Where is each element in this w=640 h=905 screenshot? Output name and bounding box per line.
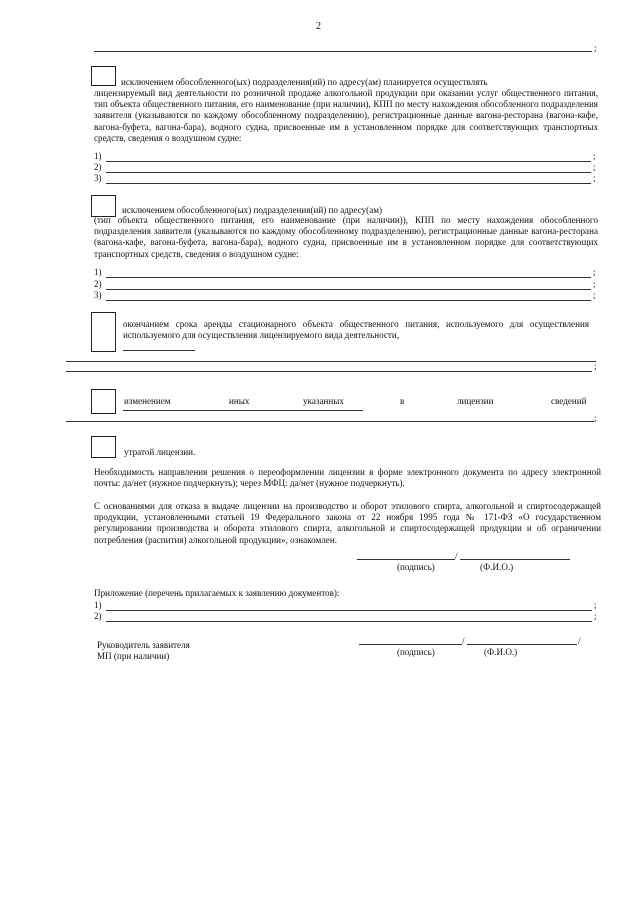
section1-text-rest: лицензируемый вид деятельности по розничной продаже алкогольной продукции при оказании услуг общественного питания, тип объекта общественного питания, его наименование (при наличии), КПП по месту нахождения обособленного подразделения заявителя (указываются по каждому обособленному подразделению), регистрационные данные вагона-ресторана (вагона-кафе, вагона-буфета, вагона-бара), водного судна, присвоенные им в установленном порядке для соответствующих транспортных средств, сведения о воздушном судне: — [94, 88, 598, 143]
attachment-item-1-line[interactable] — [106, 610, 592, 611]
section1-item-1-line[interactable] — [106, 161, 591, 162]
top-fill-line — [94, 51, 592, 52]
section3-checkbox[interactable] — [91, 312, 116, 352]
attachment-title: Приложение (перечень прилагаемых к заявлению документов): — [94, 588, 340, 598]
signature1-slash: / — [455, 551, 458, 561]
section3-fill-line-2[interactable] — [66, 371, 592, 372]
section2-checkbox[interactable] — [91, 195, 116, 217]
semicolon: ; — [593, 290, 596, 300]
page-number: 2 — [316, 21, 321, 32]
section3-short-line[interactable] — [123, 350, 195, 351]
section2-item-2-label: 2) — [94, 279, 102, 289]
head-sign-label: (подпись) — [397, 647, 435, 657]
signature1-name-line[interactable] — [460, 559, 570, 560]
section1-item-2-line[interactable] — [106, 172, 591, 173]
section3-text: окончанием срока аренды стационарного объекта общественного питания, используемого для осуществления используемого для осуществления лицензируемого вида деятельности, — [123, 319, 589, 341]
section1-text-first: исключением обособленного(ых) подразделения(ий) по адресу(ам) планируется осуществлять — [121, 77, 488, 87]
section5-text: утратой лицензии. — [124, 447, 196, 457]
semicolon: ; — [594, 611, 597, 621]
semicolon: ; — [593, 267, 596, 277]
electronic-notice: Необходимость направления решения о переоформлении лицензии в форме электронного документа по адресу электронной почты: да/нет (нужное подчеркнуть); через МФЦ: да/нет (нужное подчеркнуть). — [94, 467, 601, 489]
section4-word-6: сведений — [551, 396, 587, 406]
section4-word-3: указанных — [303, 396, 344, 406]
head-name-label: (Ф.И.О.) — [484, 647, 518, 657]
head-stamp: МП (при наличии) — [97, 651, 170, 661]
semicolon: ; — [593, 173, 596, 183]
signature1-name-label: (Ф.И.О.) — [480, 562, 514, 572]
section2-item-3-label: 3) — [94, 290, 102, 300]
refusal-notice: С основаниями для отказа в выдаче лицензии на производство и оборот этилового спирта, алкогольной и спиртосодержащей продукции, установленными статьей 19 Федерального закона от 22 ноября 1995 года № 171-ФЗ «О государственном регулировании производства и оборота этилового спирта, алкогольной и спиртосодержащей продукции и об ограничении потребления (распития) алкогольной продукции», ознакомлен. — [94, 501, 601, 545]
section2-item-1-label: 1) — [94, 267, 102, 277]
attachment-item-2-line[interactable] — [106, 621, 592, 622]
signature1-sign-label: (подпись) — [397, 562, 435, 572]
section4-word-1: изменением — [124, 396, 171, 406]
semicolon: ; — [593, 162, 596, 172]
section2-item-3-line[interactable] — [106, 300, 591, 301]
section4-fill-line-1[interactable] — [123, 410, 363, 411]
head-sign-line[interactable] — [359, 644, 462, 645]
top-line-semicolon: ; — [594, 43, 597, 53]
attachment-item-1-label: 1) — [94, 600, 102, 610]
section1-item-3-line[interactable] — [106, 183, 591, 184]
section4-word-5: лицензии — [457, 396, 494, 406]
section4-fill-line-2[interactable] — [66, 421, 594, 422]
section2-item-2-line[interactable] — [106, 289, 591, 290]
semicolon: ; — [594, 600, 597, 610]
section1-item-2-label: 2) — [94, 162, 102, 172]
section1-item-3-label: 3) — [94, 173, 102, 183]
section1-item-1-label: 1) — [94, 151, 102, 161]
head-slash-1: / — [462, 636, 465, 646]
head-slash-2: / — [578, 636, 581, 646]
section5-checkbox[interactable] — [91, 436, 116, 458]
attachment-item-2-label: 2) — [94, 611, 102, 621]
signature1-sign-line[interactable] — [357, 559, 455, 560]
section2-item-1-line[interactable] — [106, 277, 591, 278]
section1-checkbox[interactable] — [91, 66, 116, 86]
semicolon: ; — [593, 151, 596, 161]
section3-fill-line-1[interactable] — [66, 361, 596, 362]
semicolon: ; — [594, 361, 597, 371]
section4-word-4: в — [400, 396, 405, 406]
head-title: Руководитель заявителя — [97, 640, 190, 650]
section4-word-2: иных — [229, 396, 250, 406]
section2-text-rest: (тип объекта общественного питания, его наименование (при наличии)), КПП по месту нахождения обособленного подразделения заявителя (указываются по каждому обособленному подразделению), регистрационные данные вагона-ресторана (вагона-кафе, вагона-буфета, вагона-бара), водного судна, присвоенные им в установленном порядке для соответствующих транспортных средств, сведения о воздушном судне: — [94, 215, 598, 259]
section2-text-first: исключением обособленного(ых) подразделения(ий) по адресу(ам) — [122, 205, 383, 215]
semicolon: ; — [593, 279, 596, 289]
head-name-line[interactable] — [467, 644, 577, 645]
semicolon: ; — [594, 413, 597, 423]
section4-checkbox[interactable] — [91, 389, 116, 414]
